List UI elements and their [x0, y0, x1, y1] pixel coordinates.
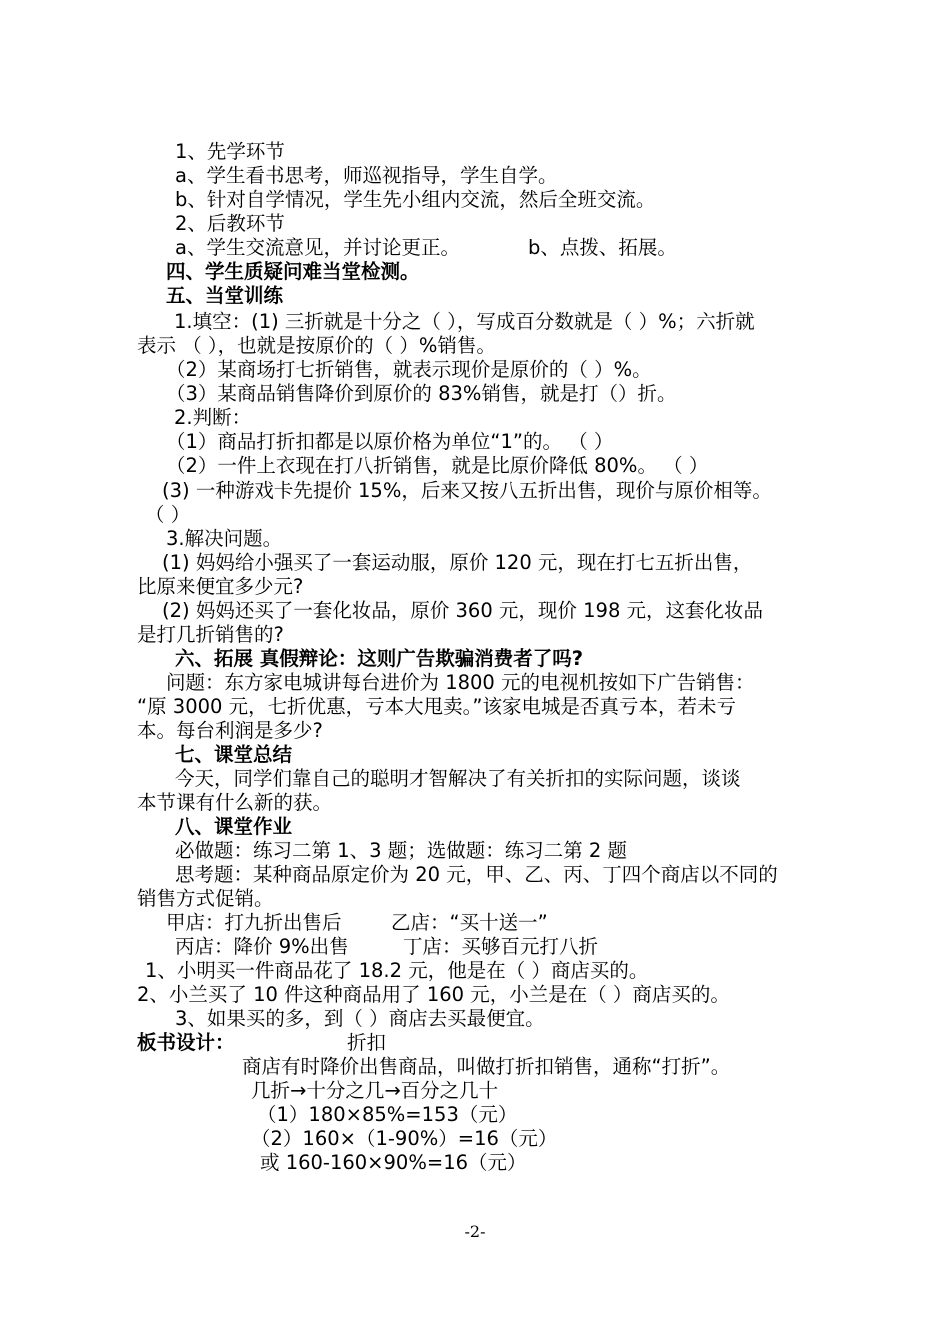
judge-question-2: （2）一件上衣现在打八折销售，就是比原价降低 80%。 （ ）: [166, 454, 709, 477]
store-yi: 乙店：“买十送一”: [391, 911, 548, 934]
solve-question-2: (2) 妈妈还买了一套化妆品，原价 360 元，现价 198 元，这套化妆品: [162, 599, 764, 622]
solve-question-1: (1) 妈妈给小强买了一套运动服，原价 120 元，现在打七五折出售，: [162, 551, 753, 574]
board-design-label: 板书设计：: [137, 1031, 235, 1054]
debate-problem-cont-1: “原 3000 元，七折优惠，亏本大甩卖。”该家电城是否真亏本，若未亏: [137, 695, 736, 718]
summary-text-cont: 本节课有什么新的获。: [137, 791, 333, 814]
store-question-2: 2、小兰买了 10 件这种商品用了 160 元，小兰是在（ ）商店买的。: [137, 983, 730, 1006]
fill-blank-question-3: （3）某商品销售降价到原价的 83%销售，就是打（）折。: [166, 382, 677, 405]
section-5-heading: 五、当堂训练: [166, 284, 284, 307]
section-6-heading: 六、拓展 真假辩论：这则广告欺骗消费者了吗?: [175, 647, 584, 670]
step-2-item-b: b、点拨、拓展。: [528, 236, 677, 259]
solve-heading: 3.解决问题。: [166, 527, 283, 550]
page-number: -2-: [464, 1222, 486, 1241]
store-bing: 丙店：降价 9%出售: [175, 935, 349, 958]
fill-blank-question-1-cont: 表示 （ ），也就是按原价的（ ）%销售。: [137, 334, 496, 357]
board-definition: 商店有时降价出售商品，叫做打折扣销售，通称“打折”。: [242, 1055, 731, 1078]
board-example-2-alt: 或 160-160×90%=16（元）: [260, 1151, 527, 1174]
fill-blank-question-1: 1.填空：(1) 三折就是十分之（ ），写成百分数就是（ ）%；六折就: [174, 310, 755, 333]
store-ding: 丁店：买够百元打八折: [403, 935, 599, 958]
section-7-heading: 七、课堂总结: [175, 743, 293, 766]
judge-question-3-blank: （ ）: [145, 503, 191, 526]
debate-problem: 问题：东方家电城讲每台进价为 1800 元的电视机按如下广告销售：: [166, 671, 755, 694]
solve-question-2-cont: 是打几折销售的?: [137, 623, 284, 646]
board-example-1: （1）180×85%=153（元）: [257, 1103, 518, 1126]
homework-required: 必做题：练习二第 1、3 题；选做题：练习二第 2 题: [175, 839, 628, 862]
section-4-heading: 四、学生质疑问难当堂检测。: [166, 260, 420, 283]
section-step-1-heading: 1、先学环节: [175, 140, 285, 163]
debate-problem-cont-2: 本。每台利润是多少?: [137, 719, 323, 742]
section-step-2-heading: 2、后教环节: [175, 212, 285, 235]
section-8-heading: 八、课堂作业: [175, 815, 293, 838]
step-1-item-a: a、学生看书思考，师巡视指导，学生自学。: [175, 164, 558, 187]
step-1-item-b: b、针对自学情况，学生先小组内交流，然后全班交流。: [175, 188, 656, 211]
solve-question-1-cont: 比原来便宜多少元?: [137, 575, 304, 598]
fill-blank-question-2: （2）某商场打七折销售，就表示现价是原价的（ ）%。: [166, 358, 652, 381]
board-example-2: （2）160×（1-90%）=16（元）: [251, 1127, 558, 1150]
homework-thinking: 思考题：某种商品原定价为 20 元，甲、乙、丙、丁四个商店以不同的: [175, 863, 778, 886]
judge-question-1: （1）商品打折扣都是以原价格为单位“1”的。 （ ）: [166, 430, 614, 453]
store-question-1: 1、小明买一件商品花了 18.2 元，他是在（ ）商店买的。: [145, 959, 649, 982]
board-title: 折扣: [347, 1031, 387, 1054]
board-conversion: 几折→十分之几→百分之几十: [251, 1079, 499, 1102]
step-2-item-a: a、学生交流意见，并讨论更正。: [175, 236, 460, 259]
homework-thinking-cont: 销售方式促销。: [137, 887, 274, 910]
summary-text: 今天，同学们靠自己的聪明才智解决了有关折扣的实际问题，谈谈: [175, 767, 741, 790]
judge-question-3: (3) 一种游戏卡先提价 15%，后来又按八五折出售，现价与原价相等。: [162, 479, 772, 502]
judge-heading: 2.判断：: [174, 406, 252, 429]
store-jia: 甲店：打九折出售后: [166, 911, 342, 934]
store-question-3: 3、如果买的多，到（ ）商店去买最便宜。: [175, 1007, 545, 1030]
